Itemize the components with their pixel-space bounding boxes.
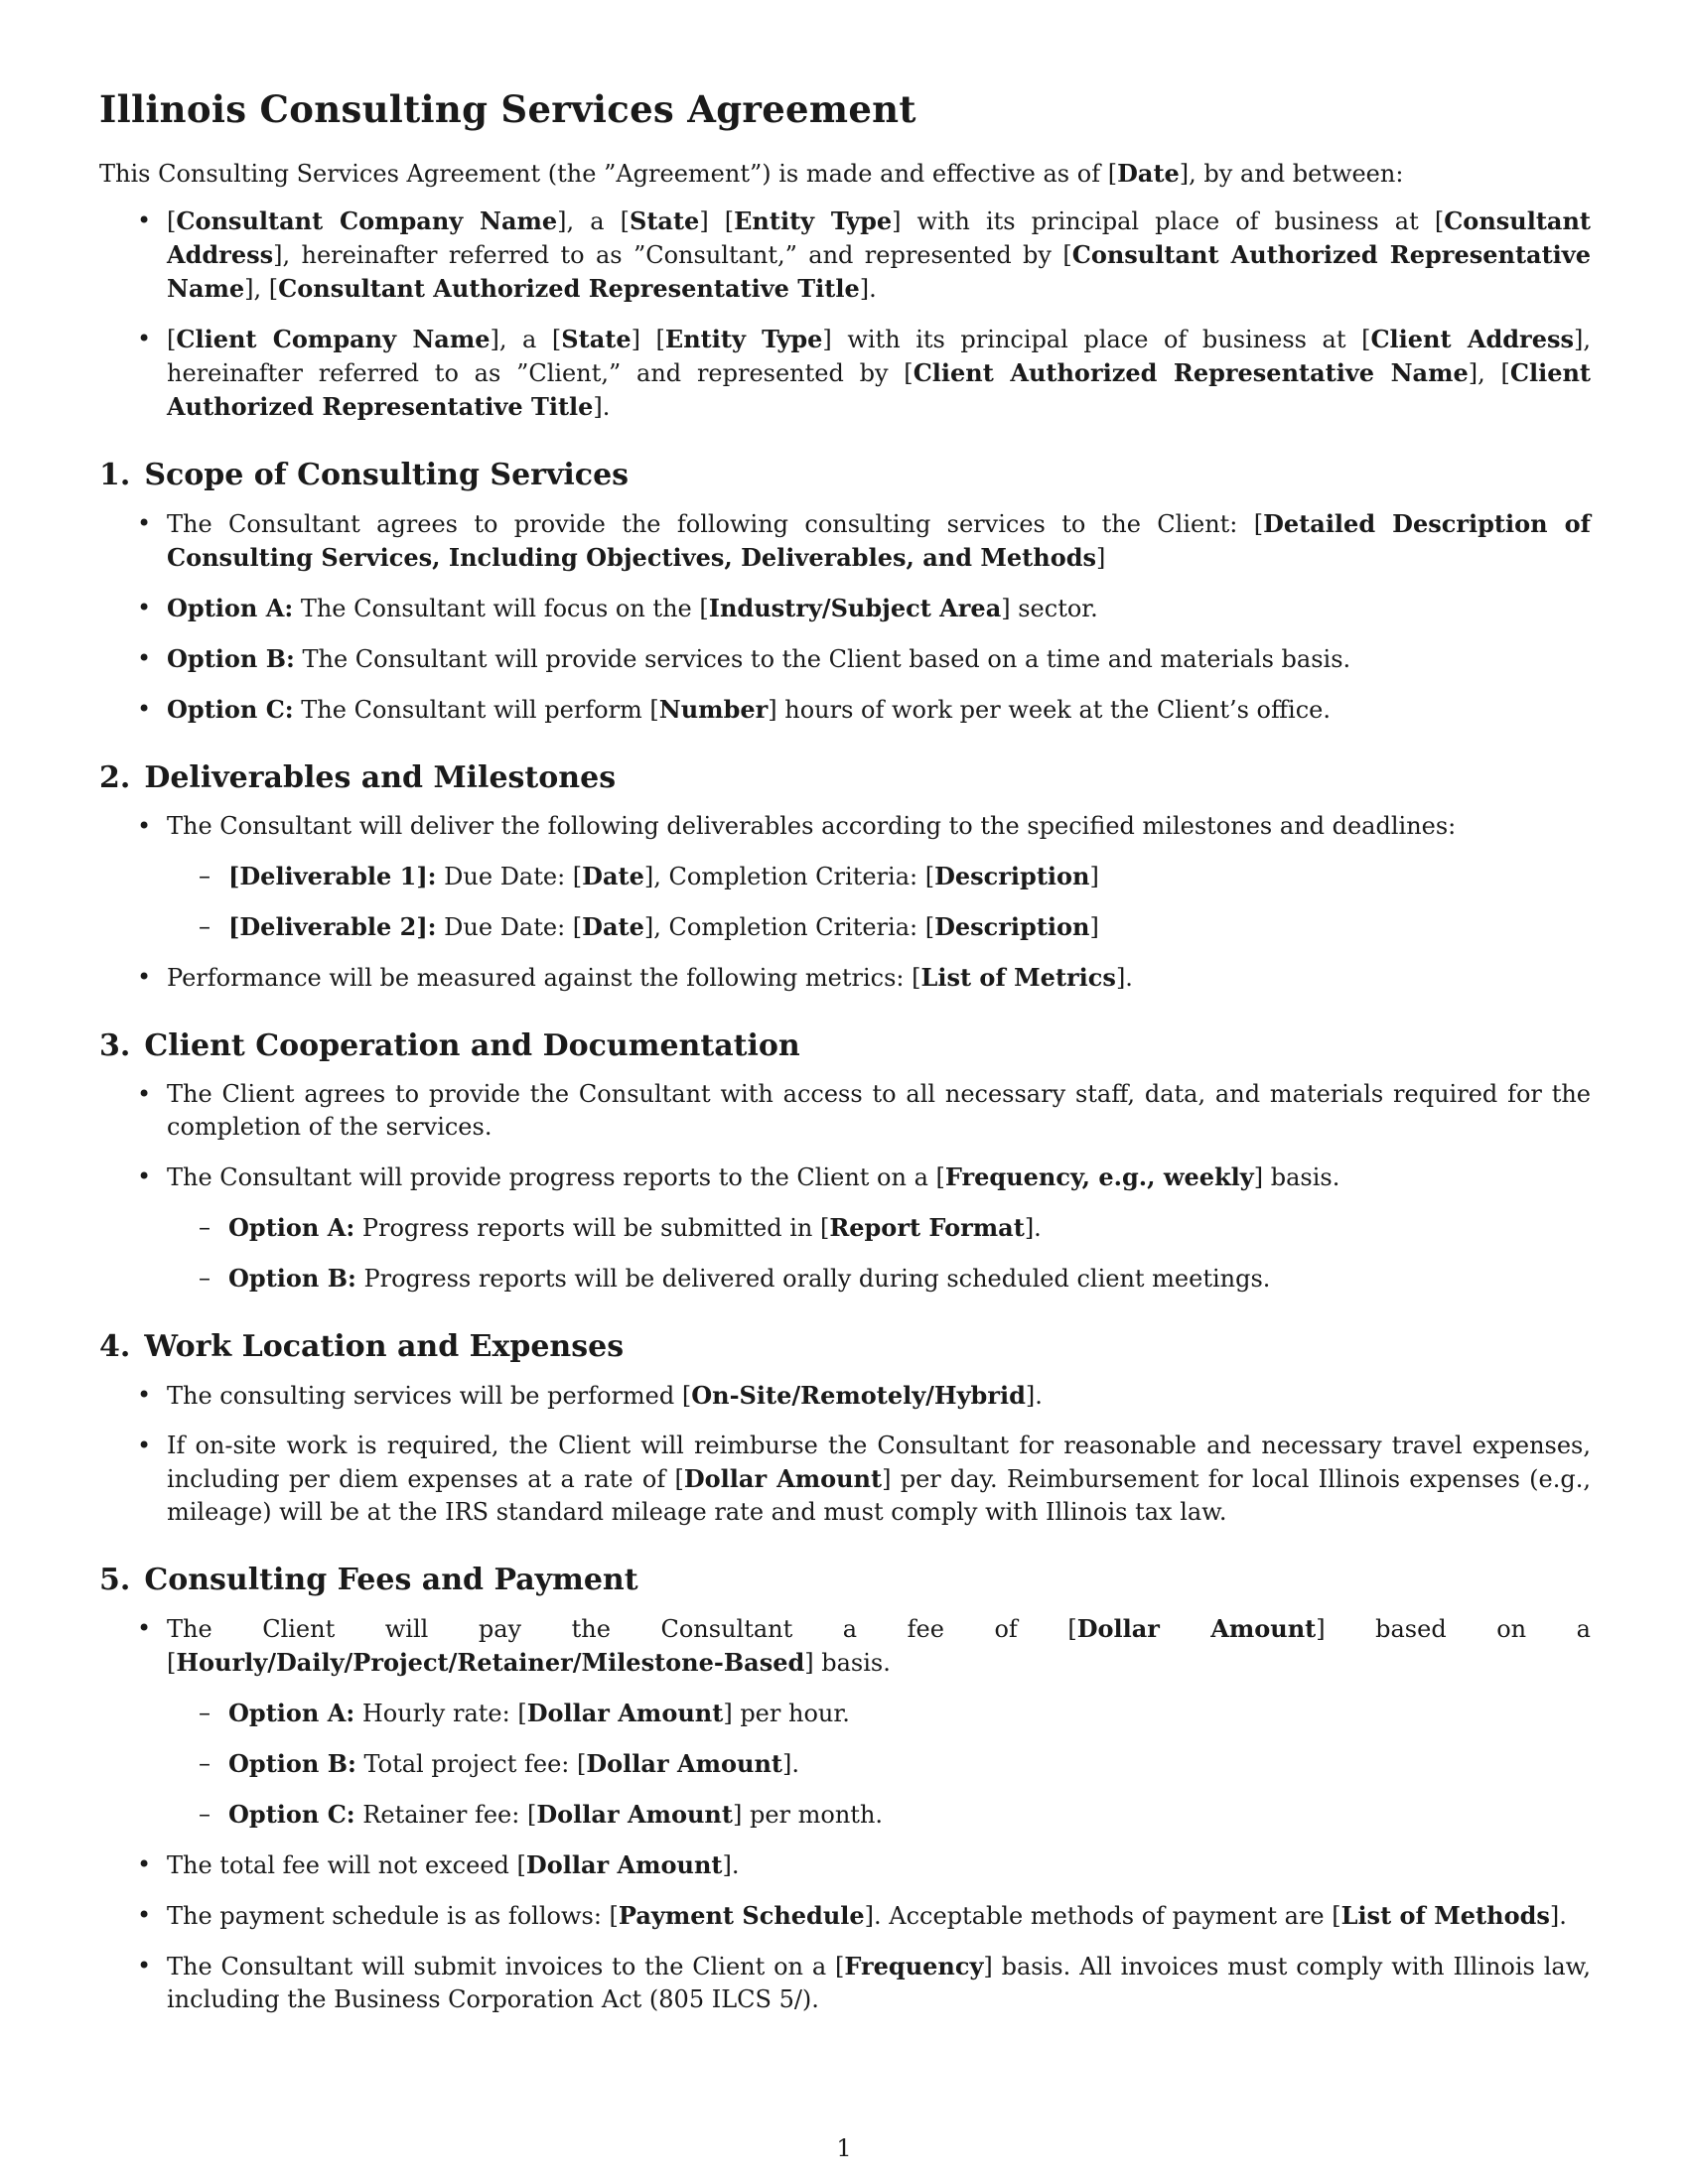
text: ] with its principal place of business at [: [822, 326, 1371, 354]
text: Total project fee: [: [355, 1750, 587, 1779]
placeholder: Dollar Amount: [536, 1800, 733, 1830]
text: ]. Acceptable methods of payment are [: [864, 1902, 1341, 1931]
text: ].: [781, 1750, 799, 1779]
text: ] per day. Reimbursement for local Illinois expenses (e.g., mileage) will be at the IRS standard mileage rate and must comply with Illinois tax law.: [167, 1465, 1591, 1527]
text: ] basis.: [1253, 1163, 1340, 1192]
sublist-item: [167, 1747, 1591, 1781]
placeholder: Dollar Amount: [586, 1749, 782, 1779]
placeholder: State: [561, 325, 632, 354]
sublist-item: [167, 910, 1591, 944]
text: ].: [722, 1851, 740, 1880]
placeholder: List of Metrics: [920, 963, 1116, 993]
deliverable-label: [228, 862, 437, 890]
sublist-item: [167, 1798, 1591, 1832]
text: ], hereinafter referred to as ”Consultant,” and represented by [: [273, 241, 1072, 270]
placeholder: List of Methods: [1340, 1901, 1550, 1931]
placeholder: Client Company Name: [176, 325, 491, 354]
text: ]: [1089, 863, 1099, 891]
party-consultant: [99, 205, 1591, 306]
section-2-list: [99, 810, 1591, 995]
text: ]: [1096, 544, 1106, 573]
section-3-heading: [99, 1028, 1591, 1064]
placeholder: Frequency, e.g., weekly: [944, 1162, 1254, 1192]
text: ] [: [631, 326, 665, 354]
text: ] per hour.: [723, 1700, 850, 1728]
text: ] basis. All invoices must comply with Illinois law, including the Business Corporation Act (805 ILCS 5/).: [167, 1953, 1592, 2014]
text: ] sector.: [1001, 595, 1098, 623]
placeholder: Dollar Amount: [525, 1850, 723, 1880]
text: ].: [593, 393, 611, 422]
section-2-heading: [99, 760, 1591, 796]
section-5-list: [99, 1612, 1591, 2016]
text: ].: [1549, 1902, 1567, 1931]
list-item: [99, 1379, 1591, 1413]
list-item: [99, 507, 1591, 575]
text: The Consultant will submit invoices to the Client on a [: [167, 1953, 845, 1981]
placeholder: Date: [582, 862, 644, 891]
text: Due Date: [: [436, 913, 583, 942]
placeholder: Hourly/Daily/Project/Retainer/Milestone-Based: [176, 1648, 805, 1678]
placeholder: Description: [934, 912, 1090, 942]
text: ] basis.: [804, 1649, 891, 1678]
text: The Consultant will perform [: [293, 696, 659, 725]
placeholder: Dollar Amount: [683, 1464, 883, 1494]
list-item: [99, 1848, 1591, 1882]
section-number: 4.: [99, 1329, 131, 1365]
text: ] based on a [: [167, 1615, 1591, 1678]
section-title: Client Cooperation and Documentation: [144, 1028, 800, 1064]
document-page: [99, 87, 1591, 2033]
list-item: [99, 810, 1591, 944]
text: ] hours of work per week at the Client’s office.: [768, 696, 1331, 725]
text: The Consultant will provide progress reports to the Client on a [: [167, 1163, 945, 1192]
option-label: Option B:: [228, 1264, 356, 1294]
text: [: [167, 326, 177, 354]
placeholder: Consultant Authorized Representative Name: [167, 240, 1591, 304]
section-4-heading: [99, 1329, 1591, 1365]
intro-text: This Consulting Services Agreement (the ”Agreement”) is made and effective as of [: [99, 160, 1118, 189]
text: ], a [: [490, 326, 562, 354]
placeholder: On-Site/Remotely/Hybrid: [691, 1381, 1026, 1411]
section-title: Scope of Consulting Services: [144, 458, 630, 493]
text: ], Completion Criteria: [: [643, 913, 935, 942]
text: ] with its principal place of business at [: [892, 207, 1445, 236]
text: [: [228, 862, 240, 891]
placeholder: Number: [658, 695, 769, 725]
intro-paragraph: [99, 157, 1591, 191]
placeholder: Dollar Amount: [1076, 1614, 1317, 1644]
placeholder: Entity Type: [734, 206, 893, 236]
page-number: 1: [836, 2134, 852, 2162]
report-options-sublist: [167, 1211, 1591, 1296]
text: ], hereinafter referred to as ”Client,” and represented by [: [167, 326, 1591, 388]
placeholder: Date: [582, 912, 644, 942]
placeholder: Detailed Description of Consulting Services, Including Objectives, Deliverables, and Methods: [167, 509, 1591, 573]
list-item: [99, 693, 1591, 727]
text: [: [167, 207, 177, 236]
deliverables-sublist: [167, 860, 1591, 944]
text: The Consultant will focus on the [: [293, 595, 709, 623]
section-title: Consulting Fees and Payment: [144, 1563, 638, 1598]
section-number: 5.: [99, 1563, 131, 1598]
intro-date-placeholder: Date: [1117, 159, 1180, 189]
option-label: Option B:: [167, 644, 295, 674]
placeholder: Consultant Address: [167, 206, 1592, 270]
section-number: 2.: [99, 760, 131, 796]
section-number: 1.: [99, 458, 131, 493]
placeholder: Consultant Company Name: [176, 206, 558, 236]
text: ]:: [416, 912, 437, 942]
text: Retainer fee: [: [354, 1801, 537, 1830]
list-item: [99, 1612, 1591, 1832]
text: Due Date: [: [436, 863, 583, 891]
placeholder: Dollar Amount: [526, 1699, 724, 1728]
placeholder: Industry/Subject Area: [708, 594, 1002, 623]
option-label: Option C:: [167, 695, 294, 725]
option-label: Option A:: [167, 594, 294, 623]
text: The Consultant will deliver the following deliverables according to the specified milestones and deadlines:: [167, 812, 1457, 841]
text: ] per month.: [732, 1801, 884, 1830]
section-5-heading: [99, 1563, 1591, 1598]
text: ], Completion Criteria: [: [643, 863, 935, 891]
text: The Client agrees to provide the Consultant with access to all necessary staff, data, and materials required for the completion of the services.: [167, 1080, 1591, 1142]
list-item: [99, 1950, 1591, 2016]
option-label: Option B:: [228, 1749, 356, 1779]
text: Performance will be measured against the following metrics: [: [167, 964, 921, 993]
placeholder: Deliverable 1: [239, 862, 417, 891]
intro-text: ], by and between:: [1179, 160, 1404, 189]
placeholder: Deliverable 2: [239, 912, 417, 942]
text: ], [: [1468, 359, 1510, 388]
text: ], a [: [557, 207, 630, 236]
text: The consulting services will be performed [: [167, 1382, 692, 1411]
list-item: [99, 1078, 1591, 1144]
placeholder: Payment Schedule: [618, 1901, 865, 1931]
text: The payment schedule is as follows: [: [167, 1902, 619, 1931]
text: Hourly rate: [: [354, 1700, 527, 1728]
section-1-heading: [99, 458, 1591, 493]
option-label: Option A:: [228, 1699, 355, 1728]
text: The Consultant will provide services to the Client based on a time and materials basis.: [294, 645, 1351, 674]
list-item: [99, 1430, 1591, 1529]
text: ].: [859, 275, 877, 304]
text: ] [: [699, 207, 735, 236]
placeholder: Client Authorized Representative Title: [167, 358, 1592, 422]
list-item: [99, 642, 1591, 676]
placeholder: Consultant Authorized Representative Title: [278, 274, 860, 304]
text: ]:: [416, 862, 437, 891]
text: Progress reports will be delivered orally during scheduled client meetings.: [355, 1265, 1271, 1294]
text: ].: [1025, 1382, 1043, 1411]
list-item: [99, 592, 1591, 625]
placeholder: Description: [934, 862, 1090, 891]
text: The total fee will not exceed [: [167, 1851, 526, 1880]
text: ]: [1089, 913, 1099, 942]
party-client: [99, 323, 1591, 424]
placeholder: Client Address: [1370, 325, 1574, 354]
placeholder: Client Authorized Representative Name: [913, 358, 1469, 388]
sublist-item: [167, 1697, 1591, 1730]
text: ].: [1024, 1214, 1042, 1243]
section-3-list: [99, 1078, 1591, 1296]
sublist-item: [167, 1262, 1591, 1296]
sublist-item: [167, 860, 1591, 893]
text: The Consultant agrees to provide the following consulting services to the Client: [: [167, 510, 1264, 539]
text: The Client will pay the Consultant a fee of [: [167, 1615, 1077, 1644]
section-title: Work Location and Expenses: [144, 1329, 625, 1365]
list-item: [99, 1160, 1591, 1296]
section-number: 3.: [99, 1028, 131, 1064]
text: If on-site work is required, the Client will reimburse the Consultant for reasonable and necessary travel expenses, including per diem expenses at a rate of [: [167, 1432, 1591, 1494]
placeholder: Frequency: [844, 1952, 984, 1981]
fee-options-sublist: [167, 1697, 1591, 1832]
text: Progress reports will be submitted in [: [354, 1214, 830, 1243]
text: ], [: [244, 275, 279, 304]
deliverable-label: [228, 912, 437, 941]
placeholder: State: [629, 206, 700, 236]
section-title: Deliverables and Milestones: [144, 760, 617, 796]
section-1-list: [99, 507, 1591, 727]
text: ].: [1115, 964, 1133, 993]
option-label: Option A:: [228, 1213, 355, 1243]
placeholder: Report Format: [829, 1213, 1025, 1243]
list-item: [99, 961, 1591, 995]
placeholder: Entity Type: [664, 325, 823, 354]
option-label: Option C:: [228, 1800, 355, 1830]
document-title: Illinois Consulting Services Agreement: [99, 87, 916, 131]
text: [: [228, 912, 240, 942]
parties-list: [99, 205, 1591, 424]
section-4-list: [99, 1379, 1591, 1529]
list-item: [99, 1899, 1591, 1933]
sublist-item: [167, 1211, 1591, 1245]
